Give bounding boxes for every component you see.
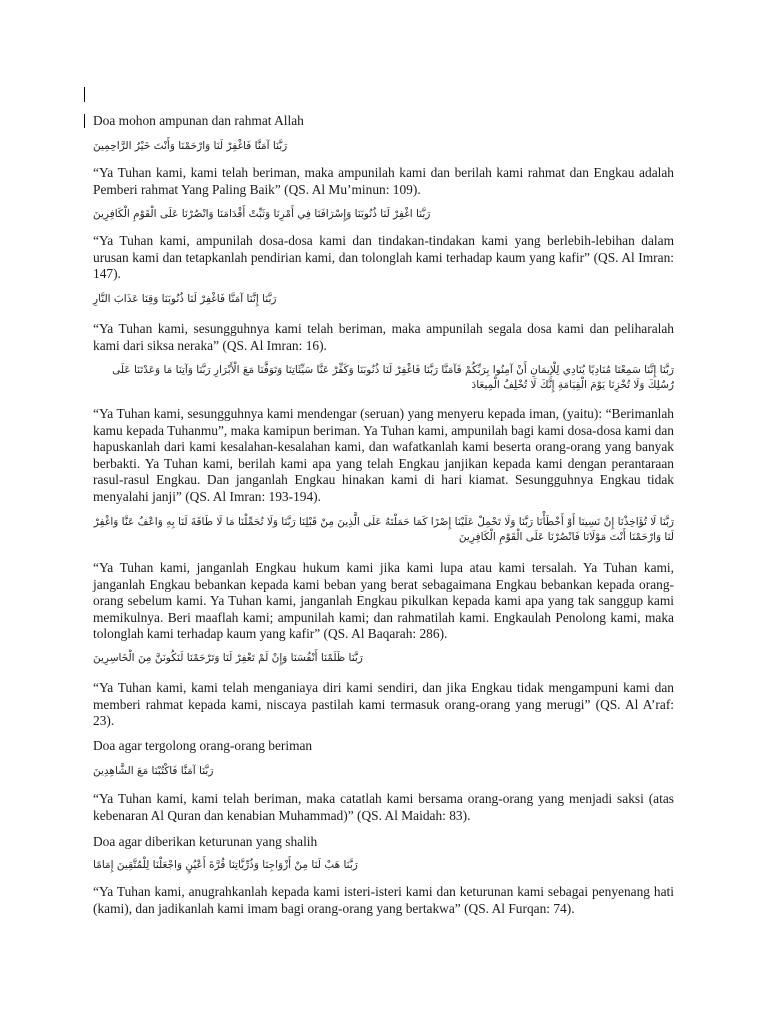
paragraph-marker	[84, 114, 85, 128]
translation-2: “Ya Tuhan kami, ampunilah dosa-dosa kami dan tindakan-tindakan kami yang berlebih-lebihan dalam urusan kami dan tetapkanlah pendirian kami, dan tolonglah kami terhadap kaum yang kafir” (QS. Al Imran: 147).	[93, 233, 674, 281]
text-cursor	[84, 87, 85, 102]
arabic-verse-8: رَبَّنَا هَبْ لَنَا مِنْ أَزْوَاجِنَا وَذُرِّيَّاتِنَا قُرَّةَ أَعْيُنٍ وَاجْعَلْنَا لِلْمُتَّقِينَ إِمَامًا	[93, 859, 358, 871]
arabic-verse-2: رَبَّنَا اغْفِرْ لَنَا ذُنُوبَنَا وَإِسْرَافَنَا فِي أَمْرِنَا وَثَبِّتْ أَقْدَامَنَا وَانْصُرْنَا عَلَى الْقَوْمِ الْكَافِرِينَ	[93, 208, 431, 220]
translation-1: “Ya Tuhan kami, kami telah beriman, maka ampunilah kami dan berilah kami rahmat dan Engkau adalah Pemberi rahmat Yang Paling Baik” (QS. Al Mu’minun: 109).	[93, 165, 674, 197]
arabic-verse-7: رَبَّنَا آمَنَّا فَاكْتُبْنَا مَعَ الشَّاهِدِينَ	[93, 765, 214, 777]
translation-5: “Ya Tuhan kami, janganlah Engkau hukum kami jika kami lupa atau kami tersalah. Ya Tuhan kami, janganlah Engkau bebankan kepada kami beban yang berat sebagaimana Engkau bebankan kepada orang-orang sebelum kami. Ya Tuhan kami, janganlah Engkau pikulkan kepada kami apa yang tak sanggup kami memikulnya. Beri maaflah kami; ampunilah kami; dan rahmatilah kami. Engkaulah Penolong kami, maka tolonglah kami terhadap kaum yang kafir” (QS. Al Baqarah: 286).	[93, 560, 674, 641]
arabic-verse-3: رَبَّنَا إِنَّنَا آمَنَّا فَاغْفِرْ لَنَا ذُنُوبَنَا وَقِنَا عَذَابَ النَّارِ	[93, 293, 277, 305]
section-heading-beriman: Doa agar tergolong orang-orang beriman	[93, 738, 313, 753]
arabic-verse-4: رَبَّنَا إِنَّنَا سَمِعْنَا مُنَادِيًا يُنَادِي لِلْإِيمَانِ أَنْ آمِنُوا بِرَبِّكُمْ فَآمَنَّا رَبَّنَا فَاغْفِرْ لَنَا ذُنُوبَنَا وَكَفِّرْ عَنَّا سَيِّئَاتِنَا وَتَوَفَّنَا مَعَ الْأَبْرَارِ رَبَّنَا وَآتِنَا مَا وَعَدْتَنَا عَلَى رُسُلِكَ وَلَا تُخْزِنَا يَوْمَ الْقِيَامَةِ إِنَّكَ لَا تُخْلِفُ الْمِيعَادَ	[112, 364, 674, 391]
section-heading-keturunan: Doa agar diberikan keturunan yang shalih	[93, 834, 318, 849]
arabic-verse-1: رَبَّنَا آمَنَّا فَاغْفِرْ لَنَا وَارْحَمْنَا وَأَنْتَ خَيْرُ الرَّاحِمِينَ	[93, 140, 288, 152]
translation-6: “Ya Tuhan kami, kami telah menganiaya diri kami sendiri, dan jika Engkau tidak mengampuni kami dan memberi rahmat kepada kami, niscaya pastilah kami termasuk orang-orang yang merugi” (QS. Al A’raf: 23).	[93, 680, 674, 728]
arabic-verse-5: رَبَّنَا لَا تُؤَاخِذْنَا إِنْ نَسِينَا أَوْ أَخْطَأْنَا رَبَّنَا وَلَا تَحْمِلْ عَلَيْنَا إِصْرًا كَمَا حَمَلْتَهُ عَلَى الَّذِينَ مِنْ قَبْلِنَا رَبَّنَا وَلَا تُحَمِّلْنَا مَا لَا طَاقَةَ لَنَا بِهِ وَاعْفُ عَنَّا وَاغْفِرْ لَنَا وَارْحَمْنَا أَنْتَ مَوْلَانَا فَانْصُرْنَا عَلَى الْقَوْمِ الْكَافِرِينَ	[93, 516, 674, 543]
translation-8: “Ya Tuhan kami, anugrahkanlah kepada kami isteri-isteri kami dan keturunan kami sebagai penyenang hati (kami), dan jadikanlah kami imam bagi orang-orang yang bertakwa” (QS. Al Furqan: 74).	[93, 884, 674, 916]
arabic-verse-6: رَبَّنَا ظَلَمْنَا أَنْفُسَنَا وَإِنْ لَمْ تَغْفِرْ لَنَا وَتَرْحَمْنَا لَنَكُونَنَّ مِنَ الْخَاسِرِينَ	[93, 652, 363, 664]
translation-4: “Ya Tuhan kami, sesungguhnya kami mendengar (seruan) yang menyeru kepada iman, (yaitu): “Berimanlah kamu kepada Tuhanmu”, maka kamipun beriman. Ya Tuhan kami, ampunilah bagi kami dosa-dosa kami dan hapuskanlah dari kami kesalahan-kesalahan kami, dan wafatkanlah kami beserta orang-orang yang banyak berbakti. Ya Tuhan kami, berilah kami apa yang telah Engkau janjikan kepada kami dengan perantaraan rasul-rasul Engkau. Dan janganlah Engkau hinakan kami di hari kiamat. Sesungguhnya Engkau tidak menyalahi janji” (QS. Al Imran: 193-194).	[93, 406, 674, 504]
translation-3: “Ya Tuhan kami, sesungguhnya kami telah beriman, maka ampunilah segala dosa kami dan peliharalah kami dari siksa neraka” (QS. Al Imran: 16).	[93, 321, 674, 353]
translation-7: “Ya Tuhan kami, kami telah beriman, maka catatlah kami bersama orang-orang yang menjadi saksi (atas kebenaran Al Quran dan kenabian Muhammad)” (QS. Al Maidah: 83).	[93, 791, 674, 823]
section-heading-ampunan: Doa mohon ampunan dan rahmat Allah	[93, 113, 304, 128]
